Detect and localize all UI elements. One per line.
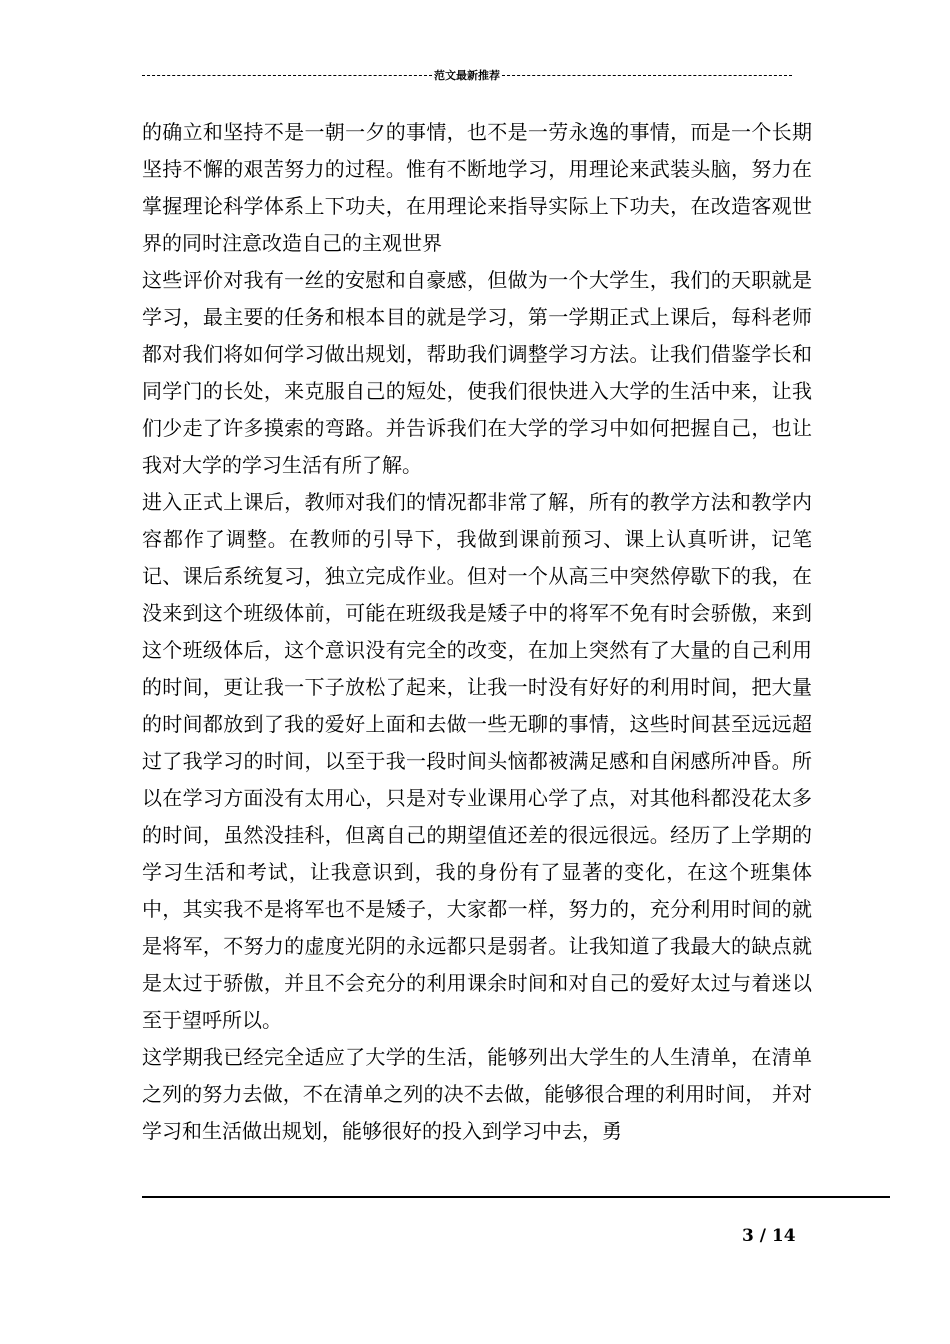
paragraph: 这些评价对我有一丝的安慰和自豪感，但做为一个大学生，我们的天职就是学习，最主要的任务和根本目的就是学习，第一学期正式上课后，每科老师都对我们将如何学习做出规划，帮助我们调整学习方法。让我们借鉴学长和同学门的长处，来克服自己的短处，使我们很快进入大学的生活中来，让我们少走了许多摸索的弯路。并告诉我们在大学的学习中如何把握自己，也让我对大学的学习生活有所了解。: [142, 268, 812, 477]
document-body: [142, 114, 812, 1150]
header-dashes-right: [502, 75, 792, 76]
paragraph: 这学期我已经完全适应了大学的生活，能够列出大学生的人生清单，在清单之列的努力去做，不在清单之列的决不去做，能够很合理的利用时间， 并对学习和生活做出规划，能够很好的投入到学习中去，勇: [142, 1045, 812, 1143]
paragraph: 的确立和坚持不是一朝一夕的事情，也不是一劳永逸的事情，而是一个长期坚持不懈的艰苦努力的过程。惟有不断地学习，用理论来武装头脑，努力在掌握理论科学体系上下功夫，在用理论来指导实际上下功夫，在改造客观世界的同时注意改造自己的主观世界: [142, 120, 812, 255]
page-header: [142, 64, 792, 86]
page-separator: /: [753, 1226, 772, 1246]
page-number: [742, 1226, 822, 1246]
paragraph: 进入正式上课后，教师对我们的情况都非常了解，所有的教学方法和教学内容都作了调整。在教师的引导下，我做到课前预习、课上认真听讲，记笔记、课后系统复习，独立完成作业。但对一个从高三中突然停歇下的我，在没来到这个班级体前，可能在班级我是矮子中的将军不免有时会骄傲，来到这个班级体后，这个意识没有完全的改变，在加上突然有了大量的自己利用的时间，更让我一下子放松了起来，让我一时没有好好的利用时间，把大量的时间都放到了我的爱好上面和去做一些无聊的事情，这些时间甚至远远超过了我学习的时间，以至于我一段时间头恼都被满足感和自闲感所冲昏。所以在学习方面没有太用心，只是对专业课用心学了点，对其他科都没花太多的时间，虽然没挂科，但离自己的期望值还差的很远很远。经历了上学期的学习生活和考试，让我意识到，我的身份有了显著的变化，在这个班集体中，其实我不是将军也不是矮子，大家都一样，努力的，充分利用时间的就是将军，不努力的虚度光阴的永远都只是弱者。让我知道了我最大的缺点就是太过于骄傲，并且不会充分的利用课余时间和对自己的爱好太过与着迷以至于望呼所以。: [142, 490, 812, 1032]
header-dashes-left: [142, 75, 432, 76]
current-page: 3: [742, 1226, 754, 1246]
header-title: 范文最新推荐: [434, 69, 500, 82]
total-pages: 14: [771, 1226, 796, 1246]
footer-divider: [142, 1196, 890, 1198]
